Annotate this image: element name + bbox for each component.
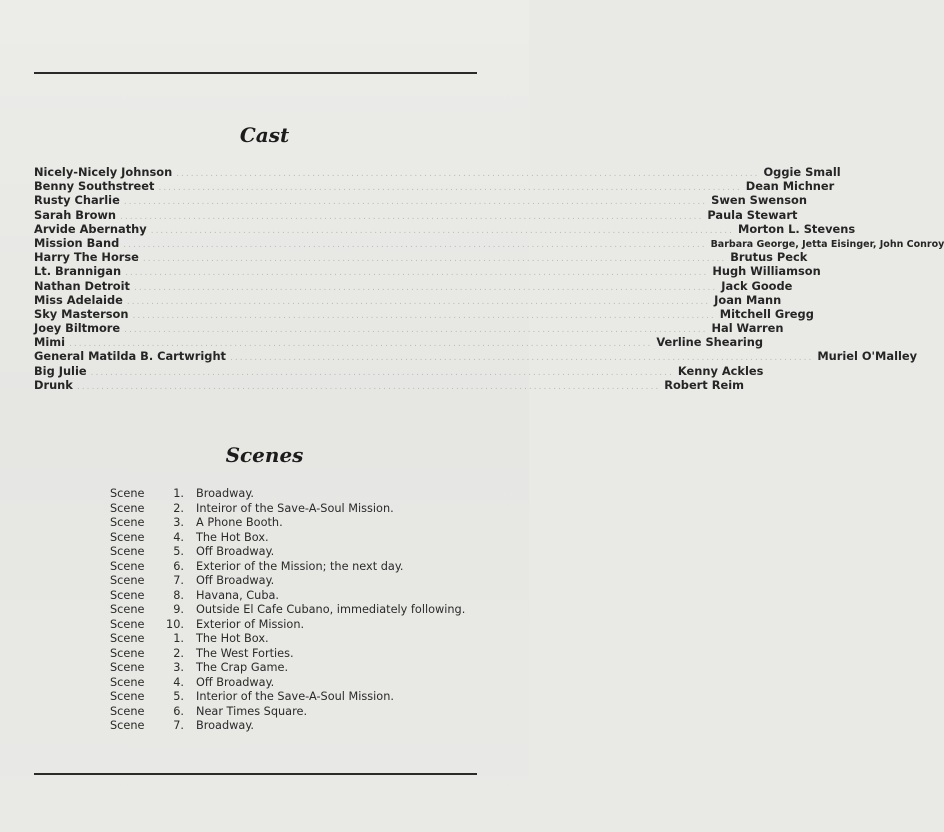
cast-actor: Kenny Ackles (677, 363, 764, 378)
scene-label: Scene (110, 530, 145, 544)
cast-row (34, 292, 782, 307)
cast-row (34, 193, 807, 208)
scene-label: Scene (110, 501, 145, 515)
leader-dots: ........................................................................................................................ (176, 169, 760, 179)
cast-row (34, 165, 841, 179)
scene-row (110, 618, 490, 633)
scene-number: 7. (173, 719, 184, 732)
cast-actor: Swen Swenson (711, 193, 807, 208)
scene-label: Scene (110, 588, 145, 602)
scene-row (110, 487, 490, 502)
bottom-divider (34, 773, 477, 775)
leader-dots: ........................................................................................................................ (132, 310, 716, 321)
scene-row (110, 705, 490, 720)
cast-role: Miss Adelaide (34, 292, 123, 307)
scene-label: Scene (110, 632, 145, 645)
scene-description: Interior of the Save-A-Soul Mission. (196, 690, 394, 703)
scene-label: Scene (110, 574, 145, 587)
scene-row (110, 647, 490, 662)
cast-actor: Oggie Small (763, 165, 841, 179)
scenes-heading: Scenes (225, 443, 304, 467)
scene-description: Havana, Cuba. (196, 588, 280, 602)
scene-row (110, 574, 490, 589)
cast-role: Drunk (34, 377, 73, 392)
scene-number: 2. (173, 501, 184, 515)
scene-number: 1. (173, 487, 184, 500)
cast-row (34, 221, 856, 236)
scene-number: 4. (173, 530, 184, 544)
cast-actor: Paula Stewart (707, 207, 798, 222)
cast-actor: Hal Warren (711, 321, 784, 336)
scene-label: Scene (110, 617, 145, 631)
cast-row (34, 179, 835, 194)
leader-dots: ........................................................................................................................ (150, 225, 735, 236)
scene-label: Scene (110, 675, 145, 689)
scene-row (110, 632, 490, 647)
leader-dots: ........................................................................................................................ (126, 296, 711, 307)
cast-row (34, 278, 793, 293)
scene-row (110, 502, 490, 517)
scene-description: Off Broadway. (196, 675, 275, 689)
cast-row (34, 377, 744, 392)
scene-label: Scene (110, 690, 145, 703)
scene-number: 5. (173, 690, 184, 703)
scene-description: The West Forties. (196, 646, 294, 660)
cast-actor: Mitchell Gregg (719, 306, 814, 321)
scene-number: 8. (173, 588, 184, 602)
scene-label: Scene (110, 559, 145, 573)
cast-row (34, 363, 764, 378)
scene-number: 10. (166, 617, 184, 631)
scene-number: 7. (173, 574, 184, 587)
cast-role: Sky Masterson (34, 306, 129, 321)
scene-label: Scene (110, 719, 145, 732)
leader-dots: ........................................................................................................................ (69, 339, 653, 350)
cast-actor: Muriel O'Malley (817, 349, 918, 364)
cast-row (34, 207, 798, 222)
scene-row (110, 719, 490, 734)
scene-number: 9. (173, 603, 184, 616)
leader-dots: ........................................................................................................................ (124, 325, 708, 336)
leader-dots: ........................................................................................................................ (120, 211, 704, 222)
scene-label: Scene (110, 646, 145, 660)
scene-row (110, 545, 490, 560)
leader-dots: ........................................................................................................................ (90, 367, 674, 378)
cast-role: Mission Band (34, 235, 120, 250)
leader-dots: ........................................................................................................................ (142, 254, 727, 265)
scene-label: Scene (110, 704, 145, 718)
scene-description: Exterior of the Mission; the next day. (196, 559, 404, 573)
leader-dots: ........................................................................................................................ (230, 353, 814, 364)
cast-actor: Brutus Peck (730, 250, 808, 265)
scene-description: Broadway. (196, 719, 254, 732)
cast-row (34, 321, 784, 336)
scene-label: Scene (110, 545, 145, 558)
scene-number: 6. (173, 704, 184, 718)
scene-row (110, 676, 490, 691)
cast-role: Joey Biltmore (34, 321, 121, 336)
cast-role: General Matilda B. Cartwright (34, 349, 226, 364)
scene-number: 5. (173, 545, 184, 558)
cast-actor: Barbara George, Jetta Eisinger, John Conroy (710, 238, 944, 250)
leader-dots: ........................................................................................................................ (123, 239, 707, 250)
scene-number: 6. (173, 559, 184, 573)
scene-description: Exterior of Mission. (196, 617, 305, 631)
cast-actor: Robert Reim (664, 377, 744, 392)
scene-number: 4. (173, 675, 184, 689)
scene-description: The Hot Box. (196, 632, 269, 645)
scene-description: The Crap Game. (196, 661, 289, 674)
scene-row (110, 531, 490, 546)
cast-row (34, 264, 821, 279)
scene-row (110, 690, 490, 705)
cast-row (34, 235, 944, 250)
scene-description: Outside El Cafe Cubano, immediately following. (196, 603, 466, 616)
cast-role: Nicely-Nicely Johnson (34, 165, 173, 179)
cast-actor: Morton L. Stevens (738, 221, 856, 236)
scene-row (110, 560, 490, 575)
cast-role: Lt. Brannigan (34, 264, 122, 279)
cast-row (34, 335, 763, 350)
scene-row (110, 661, 490, 676)
leader-dots: ........................................................................................................................ (133, 282, 718, 293)
cast-role: Nathan Detroit (34, 278, 130, 293)
cast-row (34, 349, 918, 364)
top-divider (34, 72, 477, 74)
scene-number: 2. (173, 646, 184, 660)
leader-dots: ........................................................................................................................ (125, 268, 709, 279)
cast-role: Sarah Brown (34, 207, 117, 222)
cast-actor: Hugh Williamson (712, 264, 821, 279)
leader-dots: ........................................................................................................................ (158, 183, 742, 194)
scene-row (110, 589, 490, 604)
cast-heading: Cast (239, 123, 290, 147)
scene-number: 1. (173, 632, 184, 645)
scene-number: 3. (173, 516, 184, 529)
cast-actor: Dean Michner (745, 179, 835, 194)
cast-row (34, 306, 814, 321)
cast-role: Rusty Charlie (34, 193, 120, 208)
cast-actor: Verline Shearing (656, 335, 763, 350)
scene-row (110, 603, 490, 618)
cast-actor: Joan Mann (714, 292, 782, 307)
cast-role: Arvide Abernathy (34, 221, 147, 236)
scene-description: Near Times Square. (196, 704, 308, 718)
cast-role: Harry The Horse (34, 250, 139, 265)
cast-list (34, 165, 944, 392)
scene-description: Inteiror of the Save-A-Soul Mission. (196, 501, 394, 515)
scene-description: A Phone Booth. (196, 516, 283, 529)
scene-number: 3. (173, 661, 184, 674)
scene-list (110, 487, 490, 734)
scene-label: Scene (110, 661, 145, 674)
cast-row (34, 250, 808, 265)
cast-role: Benny Southstreet (34, 179, 155, 194)
scene-description: Off Broadway. (196, 574, 275, 587)
scene-label: Scene (110, 487, 145, 500)
scene-row (110, 516, 490, 531)
leader-dots: ........................................................................................................................ (76, 381, 661, 392)
scene-description: The Hot Box. (196, 530, 269, 544)
scene-description: Off Broadway. (196, 545, 275, 558)
scene-label: Scene (110, 516, 145, 529)
leader-dots: ........................................................................................................................ (123, 197, 708, 208)
cast-role: Mimi (34, 335, 66, 350)
scene-label: Scene (110, 603, 145, 616)
cast-role: Big Julie (34, 363, 87, 378)
cast-actor: Jack Goode (721, 278, 793, 293)
scene-description: Broadway. (196, 487, 254, 500)
